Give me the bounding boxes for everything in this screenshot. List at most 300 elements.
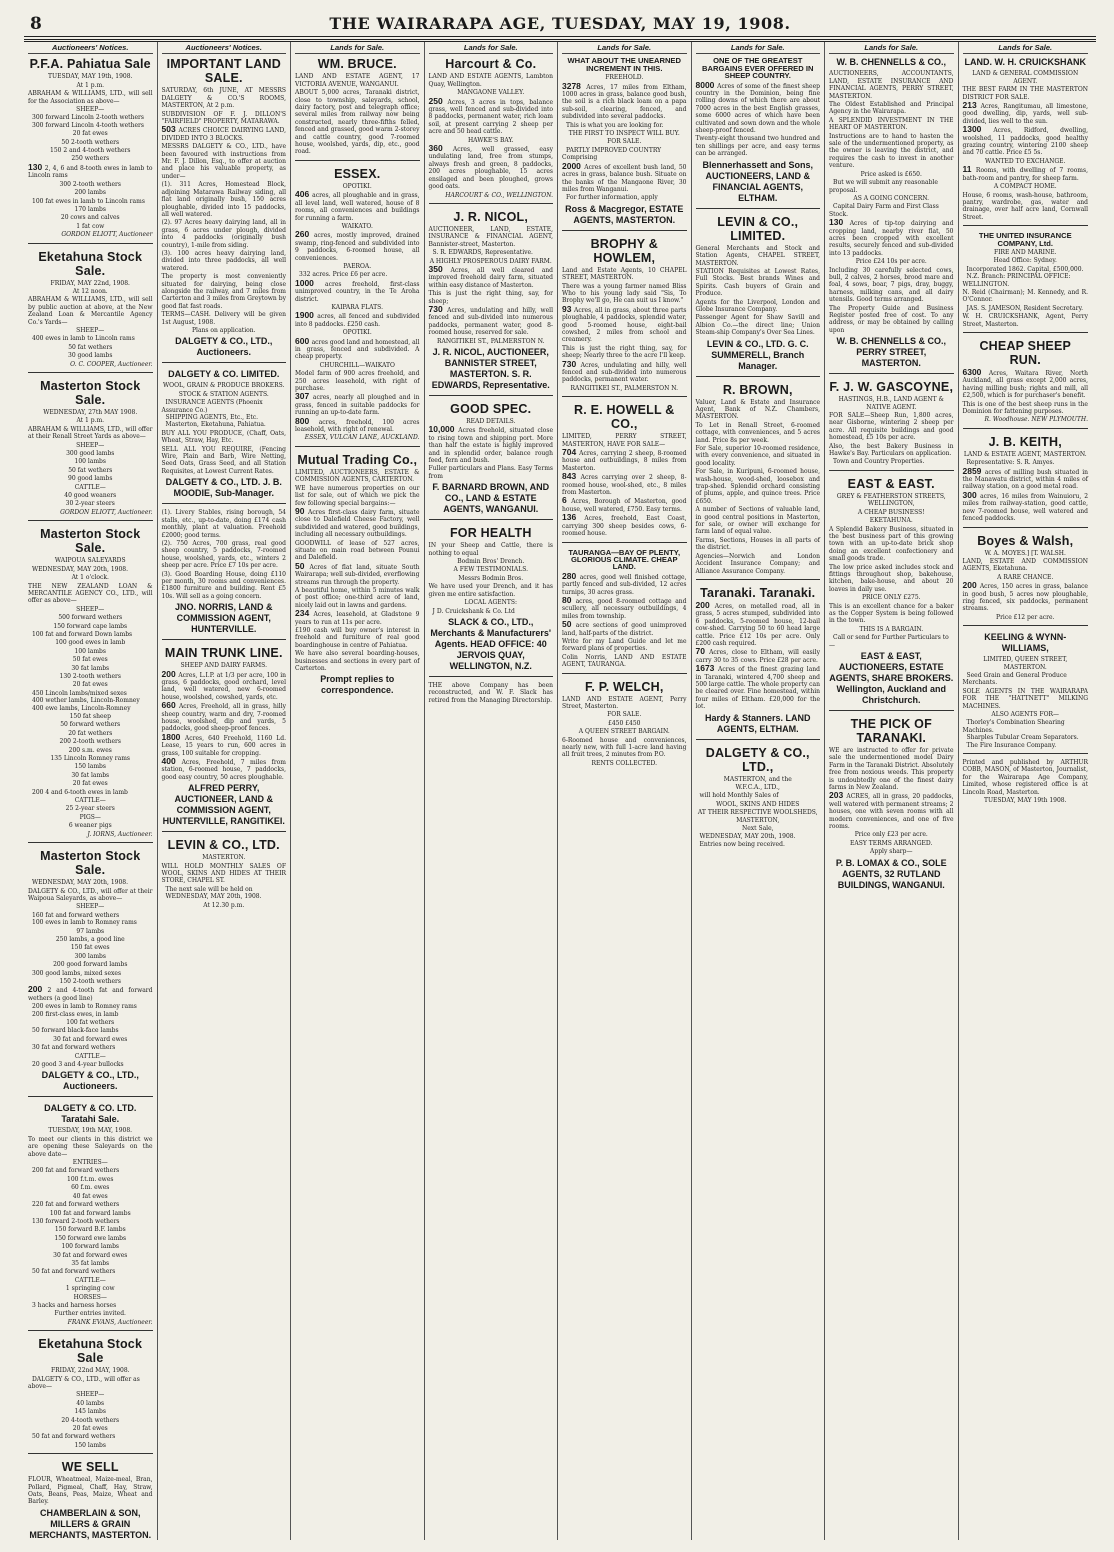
ad-line: SHIPPING AGENTS, Etc., Etc. — [165, 414, 259, 422]
advertisement — [696, 739, 821, 849]
advertisement — [162, 831, 287, 909]
ad-line: 200 fat and forward wethers — [32, 1167, 120, 1175]
ad-line: 250 wethers — [71, 155, 110, 163]
ad-paragraph: W. H. CRUICKSHANK, Agent, Perry Street, Masterton. — [962, 313, 1088, 328]
ad-paragraph: 213 Acres, Rangitumau, all limestone, good dwelling, dip, yards, well sub-divided, lies well to the sun. — [962, 100, 1088, 125]
ad-line: 50 fat wethers — [68, 343, 113, 351]
ad-line: WANTED TO EXCHANGE. — [985, 157, 1066, 165]
ad-signature: EAST & EAST, AUCTIONEERS, ESTATE AGENTS, SHARE BROKERS. Wellington, Auckland and Christchurch. — [829, 651, 954, 705]
ad-line: 50 fat and forward wethers — [32, 1433, 116, 1441]
column-2 — [158, 42, 292, 1540]
ad-line: 35 fat lambs — [71, 1259, 110, 1267]
column-6 — [692, 42, 826, 1540]
ad-line: 150 forward B.F. lambs — [54, 1226, 126, 1234]
ad-lead-number: 350 — [428, 263, 451, 274]
advertisement — [28, 1096, 153, 1326]
ad-paragraph: AUCTIONEER, LAND, ESTATE, INSURANCE & FINANCIAL AGENT, Bannister-street, Masterton. — [428, 225, 553, 248]
ad-paragraph: 200 Acres, on metalled road, all in grass, 5 acres stumped, subdivided into 6 paddocks, 5-roomed house, 12-bail cow-shed. Carrying 50 to 60 head large cattle. Price £12 10s per acre. Only £200 cash required. — [695, 599, 821, 647]
ad-paragraph: LIMITED, PERRY STREET, MASTERTON, HAVE FOR SALE— — [562, 433, 687, 448]
ad-heading: DALGETY & CO. LIMITED. — [168, 369, 280, 380]
ad-paragraph: SELL ALL YOU REQUIRE, (Fencing Wire, Plain and Barb, Wire Netting, Seed Oats, Grass Seed, and all Station Requisites, at Lowest Current Rates. — [161, 445, 286, 475]
ad-line: At 12 noon. — [72, 287, 108, 295]
ad-line: S. R. EDWARDS, Representative. — [432, 249, 533, 257]
ad-lead-number: 1800 — [161, 731, 185, 742]
ad-line: will hold Monthly Sales of — [699, 792, 779, 800]
advertisement — [696, 208, 821, 372]
ad-paragraph: This is one of the best sheep runs in the Dominion for fattening purposes. — [962, 400, 1088, 416]
ad-paragraph: IN your Sheep and Cattle, there is nothing to equal — [428, 542, 553, 557]
ad-lead-number: 1000 — [295, 277, 326, 288]
column-header: Auctioneers' Notices. — [28, 44, 153, 54]
ad-paragraph: 360 Acres, well grassed, easy undulating land, free from stumps, always fresh and green, 8 paddocks, 200 acres ploughable, 15 acres ensilaged and been ploughed, grows good oats. — [428, 143, 554, 191]
ad-line: £450 £450 — [608, 719, 641, 727]
ad-paragraph: FOR SALE—Sheep Run, 1,800 acres, near Gisborne, wintering 2 sheep per acre. All requisite buildings and good homestead, £5 10s per acre. — [829, 412, 954, 442]
ad-line: OPOTIKI. — [342, 329, 372, 337]
ad-paragraph: 90 Acres first-class dairy farm, situate close to Dalefield Cheese Factory, well subdivided and watered, good buildings, including all necessary outbuildings. — [295, 505, 420, 539]
ad-line: TUESDAY, MAY 19th, 1908. — [48, 73, 133, 81]
ad-paragraph: SATURDAY, 6th JUNE, AT MESSRS DALGETY & CO.'S ROOMS, MASTERTON, At 2 p.m. — [161, 87, 286, 110]
ad-signature: DALGETY & CO., LTD., Auctioneers. — [41, 1070, 139, 1092]
ad-paragraph: STATION Requisites at Lowest Rates, Full Stocks. Best brands Wines and Spirits. Cash buyers of Grain and Produce. — [695, 267, 820, 298]
ad-paragraph: (3). Good Boarding House, doing £110 per month, 30 rooms and conveniences. £1800 furniture and building. Rent £5 10s. Will sell as a going concern. — [161, 570, 286, 600]
ad-signature: FRANK EVANS, Auctioneer. — [67, 1318, 153, 1326]
advertisement — [963, 225, 1089, 328]
ad-paragraph: (1). 311 Acres, Homestead Block, adjoining Matarawa Railway siding, all flat land originally bush, 150 acres ploughable, divided into 15 paddocks, all well watered. — [161, 181, 286, 218]
ad-lead-number: 300 — [962, 489, 981, 500]
ad-line: FRIDAY, 22nd MAY, 1908. — [50, 1367, 130, 1375]
ad-paragraph: (2). 750 Acres, 700 grass, real good sheep country, 5 paddocks, 7-roomed house, woolshed, yards, etc., winters 2 sheep per acre. Price £7 10s per acre. — [161, 539, 286, 570]
ad-line: FOR SALE. — [607, 711, 642, 719]
ad-line: SHEEP— — [76, 441, 105, 449]
ad-paragraph: ABOUT 5,000 acres, Taranaki district, close to township, saleyards, school, dairy factory, post and telegraph office; several miles from railway now being constructed, nearly three-fifths felled, fenced and grassed, good warm 2-storey and cattle country, good 7-roomed house, woolshed, yards, dip, etc., good road. — [295, 89, 420, 156]
ad-paragraph: The low price asked includes stock and fittings throughout shop, bakehouse, kitchen, bake-house, and about 20 loaves in daily use. — [829, 563, 954, 593]
ad-heading: F. P. WELCH, — [584, 679, 664, 694]
ad-paragraph: 660 Acres, Freehold, all in grass, hilly sheep country, warm and dry, 7-roomed house, woolshed, dip and yards, 5 paddocks, good sheep-proof fences. — [161, 700, 286, 733]
advertisement — [28, 243, 153, 368]
ad-paragraph: 8000 Acres of some of the finest sheep country in the Dominion, being fine rolling downs of which there are about 7000 acres in the best English grasses, some 6000 acres of which have been cultivated and sown down and the whole sheep-proof fenced. — [695, 79, 820, 135]
ad-lead-number: 213 — [962, 100, 981, 111]
ad-line: CATTLE— — [74, 1276, 106, 1284]
ad-paragraph: Also, the best Bakery Business in Hawke's Bay. Particulars on application. — [829, 442, 954, 458]
ad-signature: Hardy & Stanners. LAND AGENTS, ELTHAM. — [704, 712, 811, 734]
ad-line: Plans on application. — [191, 327, 256, 334]
ad-lead-number: 600 — [295, 335, 312, 346]
ad-line: WEDNESDAY, MAY 20th, 1908. — [32, 565, 129, 573]
ad-line: JAS. S. JAMESON, Resident Secretary. — [966, 304, 1084, 312]
column-7 — [825, 42, 959, 1540]
ad-signature: R. Woodhouse. NEW PLYMOUTH. — [984, 416, 1088, 424]
ad-line: 40 fat ewes — [72, 1192, 108, 1200]
columns-container — [24, 42, 1096, 1540]
ad-line: Price £12 per acre. — [996, 613, 1055, 621]
ad-heading: R. BROWN, — [722, 382, 793, 397]
ad-paragraph: Land and Estate Agents, 10 CHAPEL STREET, MASTERTON. — [562, 266, 687, 282]
ad-paragraph: Model farm of 900 acres freehold, and 250 acres leasehold, with right of purchase. — [295, 370, 420, 393]
ad-heading: WM. BRUCE. — [317, 57, 397, 72]
ad-line: 100 good ewes in lamb — [55, 639, 126, 647]
ad-heading: Masterton Stock Sale. — [40, 849, 141, 878]
ad-line: The Fire Insurance Company. — [966, 741, 1057, 749]
ad-line: PIGS— — [79, 813, 101, 821]
ad-paragraph: This is an excellent chance for a baker as the Copper System is being followed in the town. — [829, 602, 954, 625]
advertisement — [429, 395, 554, 515]
ad-paragraph: SUBDIVISION OF F. J. DILLON'S "FAIRFIELD" PROPERTY, MATARAWA. — [161, 110, 286, 126]
ad-line: HASTINGS, H.B., LAND AGENT & NATIVE AGENT. — [838, 396, 944, 411]
column-1 — [24, 42, 158, 1540]
ad-lead-number: 200 — [695, 599, 715, 610]
masthead — [24, 14, 1096, 37]
ad-paragraph: A SPLENDID INVESTMENT IN THE HEART OF MASTERTON. — [829, 116, 954, 132]
ad-paragraph: DALGETY & CO., LTD., will offer at their Waipoua Saleyards, as above— — [28, 887, 153, 902]
ad-line: 30 fat and forward wethers — [32, 1044, 116, 1052]
column-header: Lands for Sale. — [963, 44, 1089, 54]
ad-line: FIRE AND MARINE. — [993, 248, 1057, 256]
ad-line: KAIPARA FLATS. — [331, 303, 383, 311]
ad-heading: BROPHY & HOWLEM, — [590, 236, 658, 265]
ad-line: 300 good lambs — [66, 450, 115, 458]
ad-line: 100 fat wethers — [66, 1019, 115, 1026]
ad-paragraph: 307 acres, nearly all ploughed and in grass, fenced in suitable paddocks for running an up-to-date farm. — [295, 391, 420, 417]
ad-paragraph: 130 2, 4, 6 and 8-tooth ewes in lamb to Lincoln rams — [28, 161, 153, 180]
ad-line: 200 s.m. ewes — [68, 746, 112, 754]
ad-paragraph: 200 2 and 4-tooth fat and forward wethers (a good line) — [28, 984, 153, 1002]
ad-heading: P.F.A. Pahiatua Sale — [29, 57, 151, 72]
ad-line: LAND & GENERAL COMMISSION AGENT. — [972, 70, 1079, 85]
ad-signature: Blennerhassett and Sons, AUCTIONEERS, LAND & FINANCIAL AGENTS, ELTHAM. — [702, 159, 814, 203]
ad-paragraph: 50 acre sections of good unimproved land, half-parts of the district. — [562, 619, 687, 637]
ad-signature: O. C. COOPER, Auctioneer. — [70, 360, 153, 368]
ad-paragraph: Fuller particulars and Plans. Easy Terms from — [428, 465, 553, 480]
ad-paragraph: 704 Acres, carrying 2 sheep, 8-roomed house and outbuildings, 8 miles from Masterton. — [562, 447, 687, 472]
ad-line: 332 acres. Price £6 per acre. — [299, 271, 388, 279]
ad-lead-number: 704 — [562, 447, 580, 458]
ad-lead-number: 3278 — [562, 80, 587, 91]
ad-paragraph: A Splendid Bakery Business, situated in the best business part of this growing town with an up-to-date brick shop doing an excellent confectionery and small goods trade. — [829, 525, 954, 563]
ad-paragraph: TERMS—CASH. Delivery will be given 1st August, 1908. — [161, 311, 286, 326]
ad-line: 1 fat cow — [76, 222, 105, 230]
advertisement — [562, 542, 687, 669]
ad-line: 100 forward lambs — [61, 1243, 119, 1251]
ad-signature: W. B. CHENNELLS & CO., PERRY STREET, MASTERTON. — [836, 336, 946, 369]
ad-signature: ESSEX, VULCAN LANE, AUCKLAND. — [304, 434, 420, 442]
ad-paragraph: MESSRS DALGETY & CO., LTD., have been favoured with instructions from Mr. F. J. Dillon, Esq., to offer at auction and place his valuable property, as under— — [161, 143, 286, 180]
ad-line: INSURANCE AGENTS (Phoenix Assurance Co.) — [161, 399, 263, 414]
ad-line: FOR SALE. — [607, 138, 642, 146]
ad-line: 100 fat ewes in lamb to Lincoln rams — [32, 197, 145, 205]
ad-paragraph: 503 ACRES CHOICE DAIRYING LAND, DIVIDED INTO 3 BLOCKS. — [161, 124, 287, 142]
ad-line: Apply sharp— — [870, 848, 913, 856]
advertisement — [295, 446, 420, 697]
ad-line: 20 4-tooth wethers — [61, 1416, 120, 1424]
advertisement — [829, 57, 954, 369]
ad-heading: Harcourt & Co. — [445, 57, 537, 72]
ad-lead-number: 50 — [295, 560, 310, 571]
ad-paragraph: To Let in Renall Street, 6-roomed cottage, with conveniences, and 5 acres land. Price 8s per week. — [695, 421, 820, 444]
ad-paragraph: This is just the right thing, say, for sheep; Nearly three to the acre I'll keep. — [562, 344, 687, 360]
ad-paragraph: £190 cash will buy owner's interest in freehold and furniture of real good boardinghouse in centre of Pahiatua. — [295, 627, 420, 649]
ad-heading: FOR HEALTH — [449, 526, 532, 541]
ad-line: WAIPOUA SALEYARDS — [54, 557, 126, 565]
ad-line: 25 2-year steers — [65, 805, 115, 813]
advertisement — [963, 57, 1089, 221]
ad-line: SHEEP— — [76, 605, 105, 613]
ad-paragraph: SOLE AGENTS IN THE WAIRARAPA FOR THE "HATTNETT" MILKING MACHINES. — [962, 687, 1088, 710]
ad-paragraph: LAND, ESTATE AND COMMISSION AGENTS, Eketahuna. — [962, 557, 1088, 573]
ad-line: 100 lambs — [74, 458, 106, 466]
ad-paragraph: 136 Acres, freehold, East Coast, carrying 300 sheep besides cows, 6-roomed house. — [562, 512, 687, 538]
ad-heading: KEELING & WYNN-WILLIAMS, — [984, 632, 1067, 654]
ad-heading: TAURANGA—BAY OF PLENTY, GLORIOUS CLIMATE. CHEAP LAND. — [568, 547, 681, 572]
ad-paragraph: Farms, Sections, Houses in all parts of the district. — [695, 536, 820, 552]
ad-line: MASTERTON. — [202, 854, 246, 862]
ad-line: A RARE CHANCE. — [997, 573, 1054, 581]
ad-line: Further entries invited. — [54, 1310, 126, 1318]
ad-line: 250 lambs, a good line — [55, 935, 125, 943]
ad-lead-number: 50 — [562, 619, 576, 630]
ad-paragraph: The property is most conveniently situated for dairying, being close alongside the railway, and 7 miles from Carterton and 3 miles from Greytown by good flat fast roads. — [161, 273, 286, 310]
ad-line: ALSO AGENTS FOR— — [991, 711, 1060, 718]
ad-heading: F. J. W. GASCOYNE, — [829, 380, 954, 395]
ad-line: WOOL, GRAIN & PRODUCE BROKERS. — [163, 382, 285, 390]
ad-paragraph: WE are instructed to offer for private sale the undermentioned model Dairy Farm in the Taranaki District. Absolutely free from noxious weeds. This property is undoubtedly one of the finest dairy farms in New Zealand. — [829, 747, 954, 792]
ad-paragraph: 1900 acres, all fenced and subdivided into 8 paddocks. £250 cash. — [295, 310, 420, 328]
ad-heading: MAIN TRUNK LINE. — [164, 646, 283, 661]
ad-line: PAEROA. — [343, 262, 372, 270]
ad-line: 130 2-tooth wethers — [59, 672, 121, 680]
ad-paragraph: This is just the right thing, say, for sheep; — [428, 290, 553, 305]
ad-line: But we will submit any reasonable proposal. — [829, 179, 938, 194]
ad-lead-number: 6300 — [962, 367, 989, 377]
ad-line: 40 good weaners — [64, 492, 117, 500]
ad-paragraph: 3278 Acres, 17 miles from Eltham, 1000 acres in grass, balance good bush, the soil is a rich black loam on a papa sub-soil, clearing, fenced, and subdivided into several paddocks. — [562, 80, 687, 121]
ad-heading: Masterton Stock Sale. — [40, 379, 141, 407]
ad-line: TUESDAY, MAY 19th 1908. — [983, 797, 1067, 805]
ad-heading: Masterton Stock Sale. — [40, 527, 141, 556]
ad-line: A FEW TESTIMONIALS. — [453, 566, 529, 574]
ad-paragraph: A beautiful home, within 5 minutes walk of post office; one-third acre of land, nicely laid out in lawns and gardens. — [295, 586, 420, 609]
ad-line: 300 lambs — [74, 952, 106, 960]
ad-line: 150 lambs — [74, 763, 106, 771]
ad-paragraph: LAND AND ESTATE AGENT, 17 VICTORIA AVENUE, WANGANUI. — [295, 73, 420, 88]
page-title: THE WAIRARAPA AGE, TUESDAY, MAY 19, 1908. — [329, 14, 791, 33]
advertisement — [162, 57, 287, 358]
ad-lead-number: 80 — [562, 594, 576, 605]
ad-line: 100 ewes in lamb to Romney rams — [32, 919, 137, 927]
ad-paragraph: 2859 acres of milling bush situated in the Manawatu district, within 4 miles of railway station, on a good metal road. — [962, 465, 1088, 491]
ad-line: Incorporated 1862. Capital, £500,000. — [966, 265, 1084, 273]
advertisement — [829, 710, 954, 891]
ad-line: Price only £23 per acre. — [854, 831, 928, 839]
ad-line: PARTLY IMPROVED COUNTRY Comprising — [562, 146, 662, 162]
ad-line: WEDNESDAY, MAY 20th, 1908. — [32, 879, 129, 887]
ad-line: 220 fat and forward wethers — [32, 1201, 120, 1209]
ad-line: DALGETY & CO., LTD., will offer as above— — [28, 1375, 140, 1390]
ad-lead-number: 406 — [295, 189, 313, 200]
ad-line: RENTS COLLECTED. — [591, 759, 657, 767]
ad-line: CHURCHILL—WAIKATO — [319, 361, 395, 369]
ad-line: 200 2-tooth wethers — [59, 738, 121, 746]
ad-paragraph: 6 Acres, Borough of Masterton, good house, well watered, £750. Easy terms. — [562, 495, 687, 513]
ad-line: At 12.30 p.m. — [203, 901, 245, 909]
ad-signature: P. B. LOMAX & CO., SOLE AGENTS, 32 RUTLAND BUILDINGS, WANGANUI. — [835, 857, 947, 890]
ad-heading: GOOD SPEC. — [450, 402, 532, 416]
ad-line: 145 lambs — [74, 1408, 106, 1416]
ad-lead-number: 730 — [428, 303, 448, 314]
ad-lead-number: 1300 — [962, 124, 994, 135]
ad-line: 20 fat ewes — [72, 780, 108, 788]
ad-signature: LEVIN & CO., LTD. G. C. SUMMERELL, Branch Manager. — [706, 338, 809, 371]
ad-paragraph: Agents for the Liverpool, London and Globe Insurance Company. — [695, 298, 820, 313]
ad-line: A COMPACT HOME. — [993, 183, 1057, 191]
ad-line: 150 fat sheep — [69, 713, 111, 720]
ad-paragraph: 93 Acres, all in grass, about three parts ploughable, 4 paddocks, splendid water, good 5-roomed house, eight-bail cowshed, 2 miles from school and creamery. — [562, 303, 687, 344]
ad-line: Representative: S. R. Amyes. — [966, 459, 1055, 467]
ad-lead-number: 360 — [428, 143, 453, 154]
ad-lead-number: 90 — [295, 505, 308, 516]
ad-paragraph: Instructions are to hand to hasten the sale of the undermentioned property, as the owner is leaving the district, and requires the cash to invest in another venture. — [829, 132, 954, 170]
ad-paragraph: 300 acres, 16 miles from Wainuioru, 2 miles from railway-station, good cattle, new 7-roomed house, well watered and fenced paddocks. — [962, 489, 1089, 523]
ad-signature: HARCOURT & CO., WELLINGTON. — [445, 191, 553, 199]
ad-lead-number: 660 — [161, 700, 179, 711]
ad-line: 300 forward Lincoln 4-tooth wethers — [32, 121, 144, 129]
ad-line: 6 weaner pigs — [68, 822, 112, 830]
ad-line: TUESDAY, 19th MAY, 1908. — [48, 1127, 133, 1135]
ad-line: RANGITIKEI ST., PALMERSTON N. — [570, 384, 679, 392]
ad-line: WAIKATO. — [341, 222, 373, 230]
ad-line: 30 fat lambs — [71, 771, 110, 779]
ad-line: 20 fat ewes — [72, 1425, 108, 1433]
ad-line: PRICE ONLY £275. — [861, 594, 921, 602]
ad-line: ENTRIES— — [72, 1159, 108, 1167]
ad-line: 30 fat and forward ewes — [53, 1035, 128, 1043]
ad-heading: DALGETY & CO. LTD. Taratahi Sale. — [44, 1103, 137, 1125]
ad-paragraph: WILL HOLD MONTHLY SALES OF WOOL, SKINS AND HIDES AT THEIR STORE, CHAPEL ST. — [161, 862, 286, 885]
ad-line: 100 lambs — [74, 647, 106, 655]
ad-paragraph: Printed and published by ARTHUR COBB, MASON, of Masterton, Journalist, for the Wairarapa Age Company, Limited, whose registered office is at Lincoln Road, Masterton. — [962, 759, 1088, 796]
ad-line: HORSES— — [73, 1293, 107, 1301]
ad-paragraph: 10,000 Acres freehold, situated close to rising town and shipping port. More than half the estate is highly improved and in splendid order, balance rough feed, fern and bush. — [428, 424, 553, 465]
ad-lead-number: 130 — [829, 217, 850, 228]
column-header: Lands for Sale. — [829, 44, 954, 54]
ad-line: 90 good lambs — [68, 475, 113, 483]
ad-signature: DALGETY & CO., LTD. J. B. MOODIE, Sub-Manager. — [165, 477, 282, 499]
ad-lead-number: 136 — [562, 512, 585, 523]
advertisement — [562, 230, 687, 393]
ad-line: GREY & FEATHERSTON STREETS, WELLINGTON, — [836, 492, 946, 508]
ad-lead-number: 307 — [295, 391, 313, 402]
ad-lead-number: 2000 — [562, 160, 585, 171]
ad-line: 300 forward Lincoln 2-tooth wethers — [32, 114, 144, 122]
ad-signature: JNO. NORRIS, LAND & COMMISSION AGENT, HUNTERVILLE. — [174, 602, 273, 635]
ad-line: At 1 o'clock. — [71, 574, 109, 582]
ad-line: 20 cows and calves — [60, 214, 120, 222]
ad-line: 50 fat and forward wethers — [32, 1268, 116, 1276]
advertisement — [829, 470, 954, 706]
ad-line: 30 fat lambs — [71, 664, 110, 672]
ad-paragraph: 80 acres, good 8-roomed cottage and scullery, all necessary outbuildings, 4 miles from township. — [562, 594, 687, 620]
ad-signature: CHAMBERLAIN & SON, MILLERS & GRAIN MERCHANTS, MASTERTON. — [29, 1507, 152, 1540]
ad-paragraph: ABRAHAM & WILLIAMS, LTD., will sell for the Association as above— — [28, 90, 153, 105]
ad-heading: Eketahuna Stock Sale. — [38, 249, 143, 278]
ad-heading: J. R. NICOL, — [453, 209, 529, 224]
ad-paragraph: (1). Livery Stables, rising borough, 54 stalls, etc., up-to-date, doing £174 cash monthly, plant at valuation. Freehold £2000; good terms. — [161, 509, 286, 539]
ad-line: SHEEP— — [76, 1391, 105, 1399]
ad-line: 300 good lambs, mixed sexes — [32, 969, 122, 977]
ad-paragraph: 1300 Acres, Ridford, dwelling, woolshed, 11 paddocks, good healthy grazing country, wintering 2100 sheep and 70 cattle. Price £5 5s. — [962, 124, 1088, 157]
ad-line: 200 ewes in lamb to Romney rams — [32, 1003, 137, 1011]
ad-line: 200 first-class ewes, in lamb — [32, 1010, 119, 1018]
ad-lead-number: 280 — [562, 570, 580, 581]
ad-line: 150 2 and 4-tooth wethers — [50, 147, 131, 155]
ad-lead-number: 93 — [562, 303, 574, 314]
ad-paragraph: 730 Acres, undulating and hilly, well fenced and sub-divided into numerous paddocks, permanent water. — [562, 358, 687, 384]
ad-heading: Mutual Trading Co., — [297, 452, 418, 467]
ad-signature: J. IORNS, Auctioneer. — [87, 830, 153, 838]
ad-lead-number: 800 — [295, 415, 319, 426]
page-number: 8 — [30, 14, 42, 34]
ad-line: CATTLE— — [74, 1052, 106, 1060]
ad-paragraph: AUCTIONEERS, ACCOUNTANTS, LAND, ESTATE INSURANCE AND FINANCIAL AGENTS, PERRY STREET, MASTERTON. — [829, 70, 954, 100]
ad-line: SHEEP— — [76, 326, 105, 334]
ad-paragraph: We have also several boarding-houses, businesses and sections in every part of Carterton. — [295, 650, 420, 673]
ad-paragraph: 260 acres, mostly improved, drained swamp, ring-fenced and subdivided into 9 paddocks, 6-roomed house, all conveniences. — [295, 229, 420, 262]
advertisement — [28, 1330, 153, 1449]
ad-line: 50 2-tooth wethers — [61, 138, 120, 146]
advertisement — [963, 428, 1089, 523]
ad-line: 130 forward 2-tooth wethers — [32, 1217, 120, 1225]
advertisement — [429, 519, 554, 672]
ad-paragraph: N. Reid (Chairman); M. Kennedy, and R. O'Connor. — [962, 288, 1088, 304]
ad-line: Masterton, Eketahuna, Pahiatua. — [165, 421, 266, 429]
ad-lead-number: 8000 — [695, 79, 718, 90]
ad-line: Capital Dairy Farm and First Class Stock. — [829, 203, 939, 218]
ad-heading: LAND. W. H. CRUICKSHANK — [964, 57, 1086, 68]
ad-paragraph: To meet our clients in this district we are opening these Saleyards on the above date— — [28, 1135, 153, 1158]
ad-line: Messrs Bodmin Bros. — [458, 574, 524, 582]
ad-paragraph: For Sale, in Kuripuni, 6-roomed house, wash-house, wood-shed, loosebox and trap-shed. Splendid orchard consisting of plums, apple, and quince trees. Price £650. — [695, 468, 820, 505]
ad-line: 100 fat and forward lambs — [49, 1209, 131, 1217]
advertisement — [28, 842, 153, 1092]
ad-lead-number: 200 — [962, 580, 980, 591]
ad-paragraph: 250 Acres, 3 acres in tops, balance grass, well fenced and sub-divided into 8 paddocks, permanent water, rich loam soil, at present carrying 2 sheep per acre and 50 head cattle. — [428, 95, 553, 136]
ad-line: 150 forward ewe lambs — [54, 1234, 127, 1242]
ad-line: At 1 p.m. — [76, 81, 105, 89]
ad-line: 30 2-year steers — [65, 500, 115, 508]
ad-line: FREEHOLD. — [605, 74, 644, 82]
ad-paragraph: Passenger Agent for Shaw Savill and Albion Co.—the direct line; Union Steam-ship Company's Over Sea Lines. — [695, 314, 820, 337]
ad-line: W.F.C.A., LTD., — [735, 784, 780, 791]
ad-line: 50 fat wethers — [68, 466, 113, 474]
column-3 — [291, 42, 425, 1540]
ad-heading: ESSEX. — [334, 166, 381, 181]
ad-paragraph: 200 Acres, L.I.P. at 1/3 per acre, 100 in grass, 6 paddocks, good orchard, level land, well watered, new 6-roomed house, woolshed, cowshed, yards, etc. — [161, 668, 287, 701]
ad-line: OPOTIKI. — [342, 182, 372, 190]
ad-lead-number: 250 — [428, 95, 448, 106]
ad-line: 3 hacks and harness horses — [32, 1301, 117, 1309]
ad-line: A CHEAP BUSINESS! — [857, 508, 925, 516]
ad-lead-number: 730 — [562, 358, 581, 369]
advertisement — [696, 57, 821, 203]
ad-line: Thorley's Combination Shearing Machines. — [962, 719, 1065, 734]
ad-line: 20 fat ewes — [72, 681, 108, 689]
ad-line: HAWKE'S BAY. — [467, 136, 514, 144]
advertisement — [295, 57, 420, 155]
ad-paragraph: GOODWILL of lease of 527 acres, situate on main road between Pounui and Dalefield. — [295, 539, 420, 562]
ad-signature: J. R. NICOL, AUCTIONEER, BANNISTER STREET, MASTERTON. S. R. EDWARDS, Representative. — [431, 347, 550, 390]
advertisement — [696, 579, 821, 735]
advertisement — [696, 376, 821, 575]
ad-line: 100 fat and forward Down lambs — [32, 630, 133, 638]
